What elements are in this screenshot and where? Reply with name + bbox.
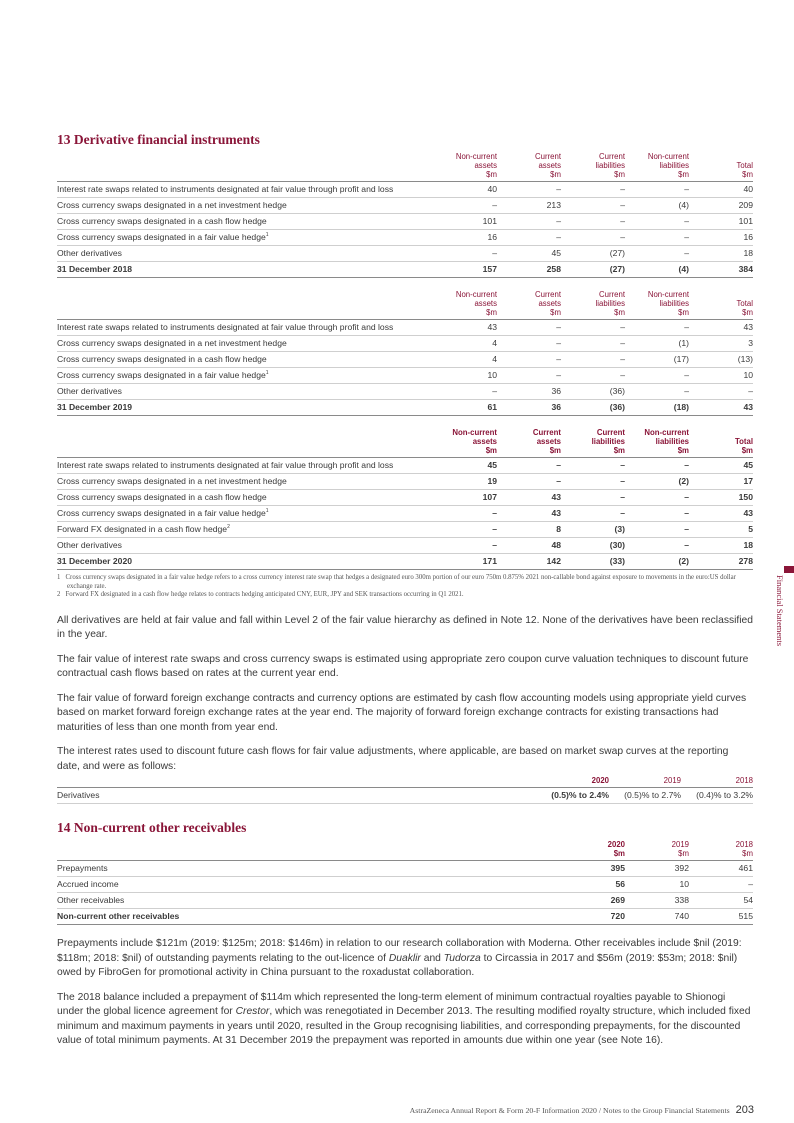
table-cell: (2) bbox=[625, 554, 689, 570]
footnote-1: 1 Cross currency swaps designated in a fair value hedge refers to a cross currency interest rate swap that hedges a designated euro 300m portion of our euro 750m 0.875% 2021 non-callable bond against exposure to movements in the euro:US dollar exchange rate. bbox=[57, 574, 736, 590]
paragraph: All derivatives are held at fair value and fall within Level 2 of the fair value hierarchy as defined in Note 12. None of the derivatives have been reclassified in the year. bbox=[57, 614, 754, 640]
table-row bbox=[57, 506, 753, 522]
row-label: Cross currency swaps designated in a cash flow hedge bbox=[57, 214, 433, 230]
table-cell: (33) bbox=[561, 554, 625, 570]
row-label: Interest rate swaps related to instruments designated at fair value through profit and loss bbox=[57, 320, 433, 336]
table-cell: (0.5)% to 2.4% bbox=[537, 788, 609, 804]
table-cell: 10 bbox=[433, 368, 497, 384]
table-row bbox=[57, 788, 753, 804]
table-row bbox=[57, 336, 753, 352]
table-cell: – bbox=[689, 384, 753, 400]
table-cell: – bbox=[625, 538, 689, 554]
table-cell: – bbox=[625, 368, 689, 384]
row-label: 31 December 2018 bbox=[57, 262, 433, 278]
table-cell: 3 bbox=[689, 336, 753, 352]
table-cell: 278 bbox=[689, 554, 753, 570]
table-cell: (27) bbox=[561, 246, 625, 262]
table-cell: – bbox=[625, 522, 689, 538]
table-cell: (4) bbox=[625, 198, 689, 214]
row-label: 31 December 2019 bbox=[57, 400, 433, 416]
table-cell: 18 bbox=[689, 538, 753, 554]
table-total-row bbox=[57, 262, 753, 278]
table-cell: 43 bbox=[689, 400, 753, 416]
paragraph: The 2018 balance included a prepayment of $114m which represented the long-term element of minimum contractual royalties payable to Shionogi under the global licence agreement for Crestor, which was renegotiated in December 2013. The resulting modified royalty structure, which included fixed minimum and maximum payments in years until 2020, resulted in the Group recognising liabilities, and corresponding prepayments, for the discounted value of total minimum payments. At 31 December 2019 the prepayment was reported in amounts due within one year (see Note 16). bbox=[57, 991, 751, 1046]
table-cell: (0.5)% to 2.7% bbox=[609, 788, 681, 804]
row-label: Accrued income bbox=[57, 877, 561, 893]
table-row bbox=[57, 230, 753, 246]
table-cell: 209 bbox=[689, 198, 753, 214]
table-cell: – bbox=[561, 336, 625, 352]
table-cell: (27) bbox=[561, 262, 625, 278]
table-cell: 338 bbox=[625, 893, 689, 909]
table-total-row bbox=[57, 909, 753, 925]
col-header: 2018 $m bbox=[689, 840, 753, 861]
table-cell: 150 bbox=[689, 490, 753, 506]
table-total-row bbox=[57, 400, 753, 416]
col-header: Non-current liabilities $m bbox=[625, 428, 689, 458]
footer-text: AstraZeneca Annual Report & Form 20-F Information 2020 / Notes to the Group Financial Statements bbox=[409, 1106, 730, 1115]
row-label: Cross currency swaps designated in a net investment hedge bbox=[57, 474, 433, 490]
table-cell: 269 bbox=[561, 893, 625, 909]
page-number: 203 bbox=[735, 1104, 754, 1116]
row-label: Cross currency swaps designated in a cash flow hedge bbox=[57, 352, 433, 368]
table-header-row bbox=[57, 428, 753, 458]
table-cell: – bbox=[561, 458, 625, 474]
table-total-row bbox=[57, 554, 753, 570]
table-cell: 157 bbox=[433, 262, 497, 278]
table-cell: 61 bbox=[433, 400, 497, 416]
derivatives-table-2019 bbox=[57, 290, 753, 416]
table-cell: 17 bbox=[689, 474, 753, 490]
table-row bbox=[57, 458, 753, 474]
table-cell: – bbox=[561, 352, 625, 368]
table-cell: – bbox=[561, 320, 625, 336]
table-cell: 18 bbox=[689, 246, 753, 262]
table-cell: – bbox=[625, 246, 689, 262]
row-label: Non-current other receivables bbox=[57, 909, 561, 925]
table-cell: 107 bbox=[433, 490, 497, 506]
col-header: Non-current assets $m bbox=[433, 428, 497, 458]
table-cell: (3) bbox=[561, 522, 625, 538]
table-cell: 392 bbox=[625, 861, 689, 877]
row-label: Cross currency swaps designated in a fair value hedge$^1$ bbox=[57, 230, 433, 246]
table-cell: 45 bbox=[497, 246, 561, 262]
table-cell: – bbox=[433, 506, 497, 522]
table-row bbox=[57, 474, 753, 490]
table-cell: 40 bbox=[689, 182, 753, 198]
table-row bbox=[57, 198, 753, 214]
table-cell: (17) bbox=[625, 352, 689, 368]
table-cell: 171 bbox=[433, 554, 497, 570]
table-cell: (2) bbox=[625, 474, 689, 490]
col-header: 2019 $m bbox=[625, 840, 689, 861]
table-cell: 142 bbox=[497, 554, 561, 570]
table-cell: – bbox=[561, 474, 625, 490]
table-cell: 16 bbox=[433, 230, 497, 246]
table-cell: – bbox=[497, 230, 561, 246]
table-cell: (30) bbox=[561, 538, 625, 554]
section-tab-marker bbox=[784, 566, 794, 573]
table-cell: – bbox=[625, 458, 689, 474]
side-section-label: Financial Statements bbox=[775, 575, 785, 647]
table-cell: – bbox=[497, 336, 561, 352]
table-cell: (36) bbox=[561, 384, 625, 400]
col-header: Non-current assets $m bbox=[433, 152, 497, 182]
table-header-row bbox=[57, 776, 753, 788]
table-cell: 43 bbox=[689, 506, 753, 522]
table-row bbox=[57, 522, 753, 538]
col-header: 2020 bbox=[537, 776, 609, 788]
row-label: Cross currency swaps designated in a cash flow hedge bbox=[57, 490, 433, 506]
table-cell: – bbox=[433, 198, 497, 214]
row-label: Cross currency swaps designated in a net investment hedge bbox=[57, 198, 433, 214]
table-header-row bbox=[57, 840, 753, 861]
table-cell: – bbox=[497, 458, 561, 474]
table-cell: 720 bbox=[561, 909, 625, 925]
table-cell: – bbox=[625, 384, 689, 400]
table-cell: – bbox=[625, 230, 689, 246]
table-cell: 45 bbox=[689, 458, 753, 474]
table-cell: – bbox=[561, 214, 625, 230]
table-cell: 43 bbox=[433, 320, 497, 336]
table-cell: 258 bbox=[497, 262, 561, 278]
row-label: Cross currency swaps designated in a net investment hedge bbox=[57, 336, 433, 352]
row-label: Prepayments bbox=[57, 861, 561, 877]
table-cell: – bbox=[625, 320, 689, 336]
col-header: Total $m bbox=[689, 428, 753, 458]
col-header: Total $m bbox=[689, 152, 753, 182]
paragraph: The interest rates used to discount future cash flows for fair value adjustments, where applicable, are based on market swap curves at the reporting date, and were as follows: bbox=[57, 746, 729, 772]
discount-rates-table bbox=[57, 776, 753, 804]
table-cell: 4 bbox=[433, 352, 497, 368]
col-header: 2019 bbox=[609, 776, 681, 788]
table-cell: – bbox=[497, 320, 561, 336]
col-header: 2018 bbox=[681, 776, 753, 788]
row-label: Interest rate swaps related to instruments designated at fair value through profit and loss bbox=[57, 182, 433, 198]
table-row bbox=[57, 490, 753, 506]
table-cell: – bbox=[561, 368, 625, 384]
table-cell: (0.4)% to 3.2% bbox=[681, 788, 753, 804]
table-row bbox=[57, 320, 753, 336]
table-row bbox=[57, 182, 753, 198]
note14-title: 14 Non-current other receivables bbox=[57, 820, 247, 835]
table-cell: 8 bbox=[497, 522, 561, 538]
table-cell: 740 bbox=[625, 909, 689, 925]
table-cell: – bbox=[433, 538, 497, 554]
col-header: Current assets $m bbox=[497, 290, 561, 320]
table-cell: (4) bbox=[625, 262, 689, 278]
row-label: Forward FX designated in a cash flow hedge$^2$ bbox=[57, 522, 433, 538]
table-row bbox=[57, 861, 753, 877]
row-label: Other derivatives bbox=[57, 384, 433, 400]
paragraph: Prepayments include $121m (2019: $125m; 2018: $146m) in relation to our research collaboration with Moderna. Other receivables include $nil (2019: $118m; 2018: $nil) of outstanding payments relating to the out-licence of Duaklir and Tudorza to Circassia in 2017 and $56m (2019: $53m; 2018: $nil) owed by FibroGen for promotional activity in China pursuant to the roxadustat collaboration. bbox=[57, 938, 742, 978]
table-cell: – bbox=[433, 522, 497, 538]
table-cell: 45 bbox=[433, 458, 497, 474]
table-cell: – bbox=[497, 368, 561, 384]
derivatives-table-2018 bbox=[57, 152, 753, 278]
col-header: Current assets $m bbox=[497, 152, 561, 182]
col-header: Non-current liabilities $m bbox=[625, 152, 689, 182]
paragraph: The fair value of interest rate swaps and cross currency swaps is estimated using appropriate zero coupon curve valuation techniques to discount future contractual cash flows based on rates at the current year end. bbox=[57, 653, 749, 679]
table-cell: – bbox=[561, 198, 625, 214]
table-row bbox=[57, 384, 753, 400]
table-row bbox=[57, 368, 753, 384]
col-header: Current liabilities $m bbox=[561, 428, 625, 458]
col-header: Current liabilities $m bbox=[561, 152, 625, 182]
table-header-row bbox=[57, 152, 753, 182]
table-cell: – bbox=[561, 490, 625, 506]
table-cell: – bbox=[497, 214, 561, 230]
table-cell: 10 bbox=[625, 877, 689, 893]
row-label: Interest rate swaps related to instruments designated at fair value through profit and loss bbox=[57, 458, 433, 474]
table-cell: (1) bbox=[625, 336, 689, 352]
table-cell: – bbox=[561, 182, 625, 198]
table-cell: – bbox=[497, 182, 561, 198]
footnotes bbox=[57, 574, 753, 600]
table-cell: – bbox=[625, 506, 689, 522]
table-cell: – bbox=[561, 506, 625, 522]
table-cell: – bbox=[497, 474, 561, 490]
table-cell: (13) bbox=[689, 352, 753, 368]
table-cell: 5 bbox=[689, 522, 753, 538]
table-cell: 213 bbox=[497, 198, 561, 214]
table-cell: – bbox=[561, 230, 625, 246]
footnote-2: 2 Forward FX designated in a cash flow hedge relates to contracts hedging anticipated CNY, EUR, JPY and SEK transactions occurring in Q1 2021. bbox=[57, 591, 464, 598]
col-header: Current liabilities $m bbox=[561, 290, 625, 320]
table-cell: – bbox=[625, 490, 689, 506]
table-cell: 4 bbox=[433, 336, 497, 352]
col-header: Non-current liabilities $m bbox=[625, 290, 689, 320]
table-cell: – bbox=[497, 352, 561, 368]
page-footer bbox=[300, 1104, 754, 1116]
table-cell: 54 bbox=[689, 893, 753, 909]
table-cell: 36 bbox=[497, 384, 561, 400]
other-receivables-table bbox=[57, 840, 753, 925]
row-label: Cross currency swaps designated in a fair value hedge$^1$ bbox=[57, 368, 433, 384]
table-cell: – bbox=[433, 384, 497, 400]
table-row bbox=[57, 214, 753, 230]
table-cell: 461 bbox=[689, 861, 753, 877]
table-cell: 515 bbox=[689, 909, 753, 925]
col-header: Non-current assets $m bbox=[433, 290, 497, 320]
row-label: Other receivables bbox=[57, 893, 561, 909]
derivatives-table-2020 bbox=[57, 428, 753, 570]
page-content bbox=[57, 132, 753, 1059]
table-row bbox=[57, 352, 753, 368]
table-cell: (36) bbox=[561, 400, 625, 416]
row-label: 31 December 2020 bbox=[57, 554, 433, 570]
table-cell: (18) bbox=[625, 400, 689, 416]
table-cell: 56 bbox=[561, 877, 625, 893]
col-header: Current assets $m bbox=[497, 428, 561, 458]
table-cell: 43 bbox=[497, 490, 561, 506]
table-cell: 36 bbox=[497, 400, 561, 416]
table-cell: 384 bbox=[689, 262, 753, 278]
paragraph: The fair value of forward foreign exchange contracts and currency options are estimated by cash flow accounting models using appropriate yield curves based on market forward foreign exchange rates at the year end. The majority of forward foreign exchange contracts for existing transactions had maturities of less than one month from year end. bbox=[57, 692, 747, 733]
table-cell: 40 bbox=[433, 182, 497, 198]
table-cell: – bbox=[689, 877, 753, 893]
table-cell: 43 bbox=[497, 506, 561, 522]
table-row bbox=[57, 877, 753, 893]
row-label: Cross currency swaps designated in a fair value hedge$^1$ bbox=[57, 506, 433, 522]
table-cell: 43 bbox=[689, 320, 753, 336]
table-row bbox=[57, 893, 753, 909]
col-header: Total $m bbox=[689, 290, 753, 320]
table-cell: 48 bbox=[497, 538, 561, 554]
table-cell: – bbox=[433, 246, 497, 262]
col-header: 2020 $m bbox=[561, 840, 625, 861]
table-row bbox=[57, 538, 753, 554]
table-cell: – bbox=[625, 214, 689, 230]
row-label: Other derivatives bbox=[57, 246, 433, 262]
row-label: Derivatives bbox=[57, 788, 537, 804]
table-cell: 19 bbox=[433, 474, 497, 490]
row-label: Other derivatives bbox=[57, 538, 433, 554]
table-cell: 395 bbox=[561, 861, 625, 877]
table-row bbox=[57, 246, 753, 262]
note13-title: 13 Derivative financial instruments bbox=[57, 132, 260, 147]
table-cell: – bbox=[625, 182, 689, 198]
table-cell: 16 bbox=[689, 230, 753, 246]
table-header-row bbox=[57, 290, 753, 320]
table-cell: 101 bbox=[433, 214, 497, 230]
table-cell: 10 bbox=[689, 368, 753, 384]
table-cell: 101 bbox=[689, 214, 753, 230]
